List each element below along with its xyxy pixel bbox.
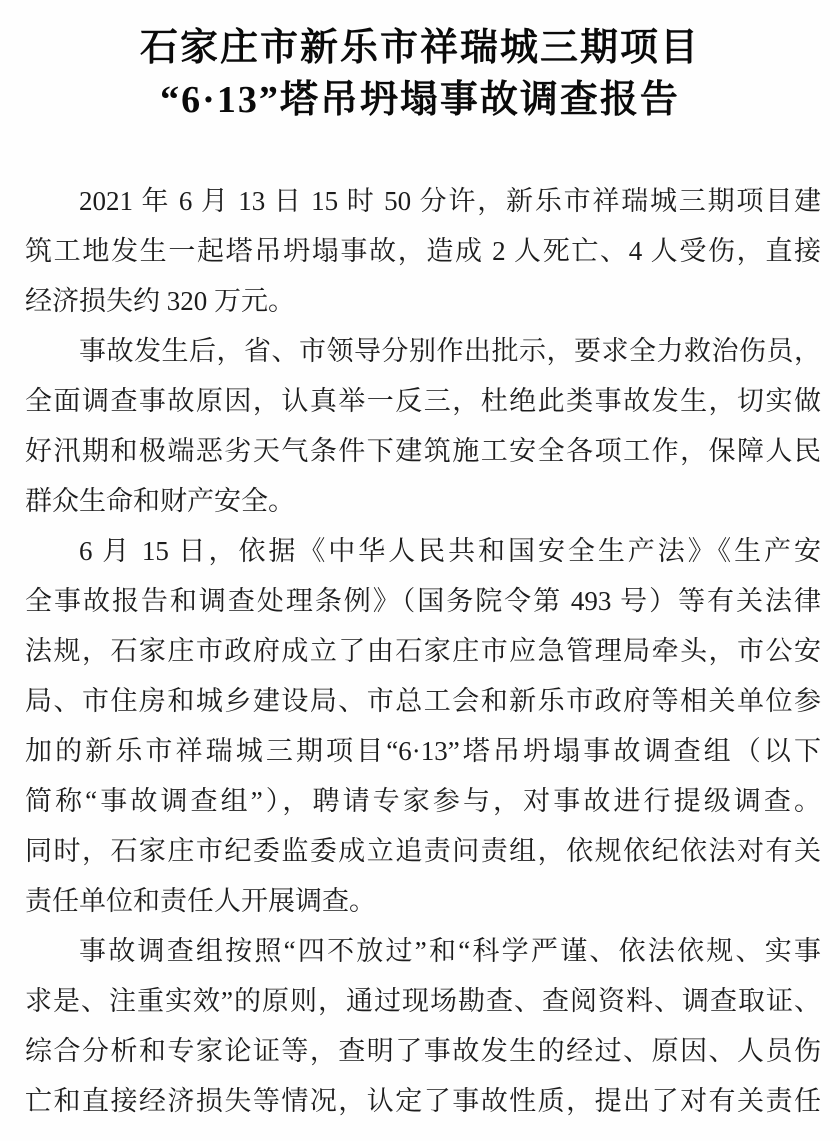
text-line: 全面调查事故原因，认真举一反三，杜绝此类事故发生，切实做 — [25, 386, 821, 416]
text-line: 简称“事故调查组”），聘请专家参与，对事故进行提级调查。 — [25, 786, 821, 816]
paragraph-3 — [25, 526, 821, 926]
text-line: 事故发生后，省、市领导分别作出批示，要求全力救治伤员， — [79, 336, 821, 366]
text-line: 6 月 15 日，依据《中华人民共和国安全生产法》《生产安 — [79, 536, 821, 566]
text-line: 好汛期和极端恶劣天气条件下建筑施工安全各项工作，保障人民 — [25, 436, 821, 466]
text-line: 全事故报告和调查处理条例》（国务院令第 493 号）等有关法律 — [25, 586, 821, 616]
text-line: 综合分析和专家论证等，查明了事故发生的经过、原因、人员伤 — [25, 1036, 821, 1066]
text-line: 同时，石家庄市纪委监委成立追责问责组，依规依纪依法对有关 — [25, 836, 821, 866]
report-title-line-2: “6·13”塔吊坍塌事故调查报告 — [160, 79, 680, 121]
text-line: 筑工地发生一起塔吊坍塌事故，造成 2 人死亡、4 人受伤，直接 — [25, 236, 821, 266]
text-line: 局、市住房和城乡建设局、市总工会和新乐市政府等相关单位参 — [25, 686, 821, 716]
text-line: 亡和直接经济损失等情况，认定了事故性质，提出了对有关责任 — [25, 1086, 821, 1116]
text-line: 加的新乐市祥瑞城三期项目“6·13”塔吊坍塌事故调查组（以下 — [25, 736, 821, 766]
paragraph-4 — [25, 926, 821, 1126]
paragraph-2 — [25, 326, 821, 526]
text-line: 经济损失约 320 万元。 — [25, 286, 295, 316]
report-body — [0, 176, 840, 1126]
text-line: 法规，石家庄市政府成立了由石家庄市应急管理局牵头，市公安 — [25, 636, 821, 666]
text-line: 责任单位和责任人开展调查。 — [25, 886, 376, 916]
report-title-line-1: 石家庄市新乐市祥瑞城三期项目 — [139, 27, 700, 69]
text-line: 2021 年 6 月 13 日 15 时 50 分许，新乐市祥瑞城三期项目建 — [79, 186, 821, 216]
report-title — [0, 0, 840, 126]
text-line: 事故调查组按照“四不放过”和“科学严谨、依法依规、实事 — [79, 936, 821, 966]
text-line: 群众生命和财产安全。 — [25, 486, 295, 516]
paragraph-1 — [25, 176, 821, 326]
text-line: 求是、注重实效”的原则，通过现场勘查、查阅资料、调查取证、 — [25, 986, 821, 1016]
